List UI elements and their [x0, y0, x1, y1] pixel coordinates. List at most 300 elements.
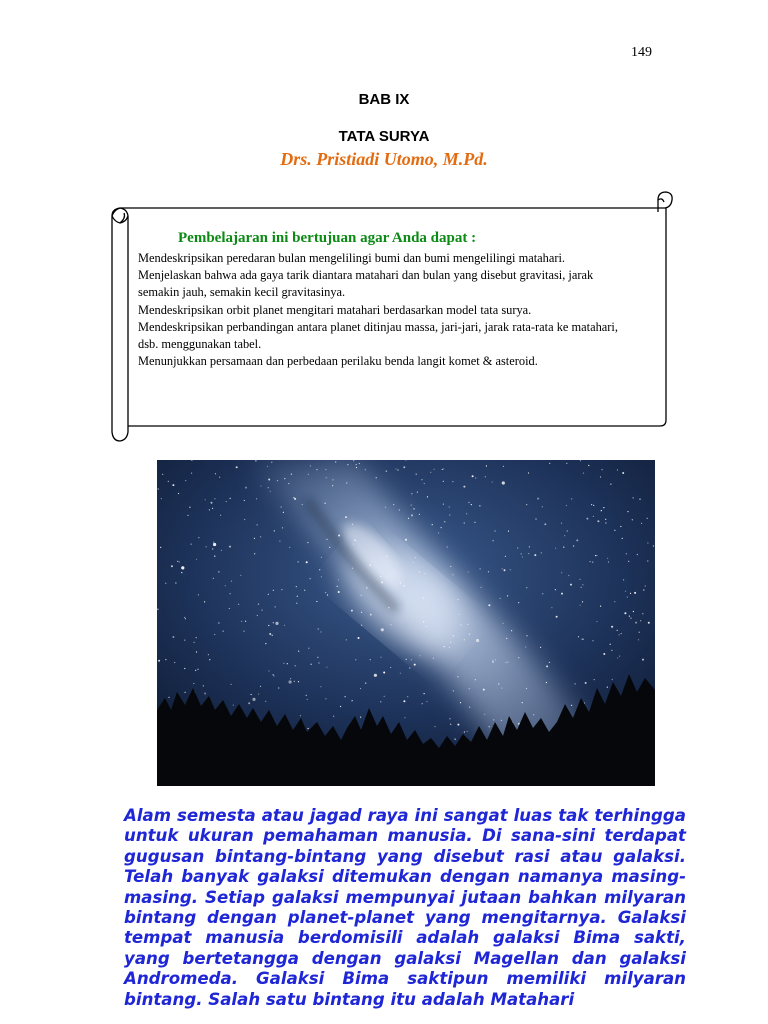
star	[600, 606, 601, 607]
star	[628, 561, 629, 562]
star	[358, 637, 360, 639]
star	[549, 662, 550, 663]
star	[430, 472, 431, 473]
star	[576, 539, 578, 541]
star	[449, 514, 450, 515]
star	[580, 605, 581, 606]
star	[318, 662, 319, 663]
star	[442, 469, 443, 470]
star	[333, 716, 334, 717]
star	[493, 719, 494, 720]
star	[416, 474, 417, 475]
star	[284, 478, 285, 479]
star	[434, 726, 435, 727]
page-number: 149	[631, 45, 652, 60]
star	[268, 625, 269, 626]
star	[327, 594, 328, 595]
star	[231, 581, 232, 582]
star	[629, 616, 630, 617]
star	[468, 571, 469, 572]
star	[411, 659, 412, 660]
star	[593, 505, 594, 506]
star	[181, 572, 182, 573]
star	[630, 618, 631, 619]
body-paragraph: Alam semesta atau jagad raya ini sangat luas tak terhingga untuk ukuran pemahaman manusia. Di sana-sini terdapat gugusan bintang-bintang yang disebut rasi atau galaksi. Telah banyak galaksi ditemukan dengan namanya masing-masing. Setiap galaksi mempunyai jutaan bahkan milyaran bintang dengan planet-planet yang mengitarnya. Galaksi tempat manusia berdomisili adalah galaksi Bima sakti, yang bertetangga dengan galaksi Magellan dan galaksi Andromeda. Galaksi Bima saktipun memiliki milyaran bintang. Salah satu bintang itu adalah Matahari	[124, 806, 686, 1009]
star	[492, 661, 494, 663]
star	[647, 518, 648, 519]
star	[354, 539, 356, 541]
star	[197, 669, 198, 670]
star	[433, 658, 434, 659]
star	[361, 625, 362, 626]
star	[642, 659, 644, 661]
star	[458, 614, 459, 615]
star	[501, 688, 502, 689]
star	[457, 676, 458, 677]
star	[580, 460, 581, 461]
star	[411, 493, 412, 494]
star	[444, 646, 445, 647]
star	[526, 688, 527, 689]
star	[450, 724, 451, 725]
star	[283, 663, 284, 664]
star	[265, 643, 266, 644]
star	[542, 506, 543, 507]
star	[506, 638, 507, 639]
star	[198, 594, 199, 595]
star	[582, 584, 583, 585]
star	[647, 542, 648, 543]
star	[608, 561, 609, 562]
star	[244, 519, 245, 520]
star	[495, 659, 496, 660]
star	[320, 631, 321, 632]
star	[460, 624, 461, 625]
star	[213, 542, 214, 543]
star	[165, 659, 166, 660]
star	[325, 592, 326, 593]
star	[211, 502, 213, 504]
star	[346, 639, 347, 640]
star	[288, 483, 289, 484]
star	[601, 510, 602, 511]
star	[340, 706, 341, 707]
star	[642, 613, 643, 614]
star	[407, 696, 408, 697]
star	[639, 632, 640, 633]
star	[633, 611, 634, 612]
star	[507, 662, 508, 663]
star	[304, 590, 305, 591]
star	[549, 463, 550, 464]
star	[492, 660, 493, 661]
objective-item-4: Mendeskripsikan perbandingan antara planet ditinjau massa, jari-jari, jarak rata-rata ke matahari, dsb. menggunakan tabel.	[138, 319, 618, 352]
star	[564, 535, 565, 536]
star	[511, 630, 512, 631]
star	[403, 466, 405, 468]
star	[563, 547, 564, 548]
star	[254, 553, 255, 554]
star	[245, 487, 247, 489]
star	[534, 554, 536, 556]
star	[542, 593, 543, 594]
star	[502, 568, 503, 569]
star	[220, 515, 221, 516]
star	[268, 487, 269, 488]
star	[414, 664, 416, 666]
star	[265, 701, 266, 702]
star	[611, 626, 613, 628]
star	[617, 657, 618, 658]
star	[540, 647, 541, 648]
star	[325, 503, 326, 504]
star	[505, 662, 506, 663]
star	[370, 614, 371, 615]
star	[449, 718, 450, 719]
objective-item-1: Mendeskripsikan peredaran bulan mengelilingi bumi dan bumi mengelilingi matahari.	[138, 251, 566, 265]
star	[233, 705, 234, 706]
star	[479, 505, 480, 506]
star	[316, 601, 317, 602]
star	[421, 479, 422, 480]
star	[537, 498, 539, 500]
star	[605, 519, 606, 520]
star	[212, 548, 213, 549]
star	[472, 475, 474, 477]
star	[209, 509, 210, 510]
star	[267, 466, 268, 467]
star	[384, 696, 385, 697]
star	[443, 504, 444, 505]
star	[485, 476, 486, 477]
star	[256, 498, 257, 499]
star	[468, 502, 469, 503]
star	[483, 689, 485, 691]
star	[294, 498, 296, 500]
star	[591, 504, 592, 505]
star	[444, 521, 445, 522]
star	[521, 553, 522, 554]
star	[575, 683, 576, 684]
star	[469, 688, 470, 689]
star	[504, 569, 506, 571]
star	[213, 578, 214, 579]
star	[455, 739, 456, 740]
star	[307, 699, 308, 700]
star	[544, 523, 546, 525]
star	[526, 635, 527, 636]
star	[185, 480, 186, 481]
chapter-title: TATA SURYA	[338, 128, 430, 145]
star	[620, 526, 621, 527]
star	[614, 530, 615, 531]
star	[194, 642, 195, 643]
star	[607, 687, 608, 688]
star	[273, 590, 274, 591]
star	[185, 692, 186, 693]
star	[585, 682, 586, 683]
star	[452, 481, 453, 482]
star	[296, 603, 297, 604]
star	[326, 539, 327, 540]
star	[282, 527, 283, 528]
star	[406, 659, 407, 660]
star	[208, 654, 209, 655]
star	[231, 684, 232, 685]
star	[307, 542, 308, 543]
star	[290, 678, 291, 679]
star	[278, 687, 279, 688]
star	[556, 616, 558, 618]
star	[596, 621, 597, 622]
star	[306, 561, 308, 563]
star	[326, 477, 327, 478]
star	[427, 496, 428, 497]
star	[196, 637, 197, 638]
star	[281, 589, 282, 590]
star	[592, 562, 593, 563]
star	[369, 564, 371, 566]
star	[329, 547, 330, 548]
star	[214, 498, 215, 499]
star	[630, 593, 631, 594]
star	[306, 695, 307, 696]
star	[248, 702, 250, 704]
star	[289, 547, 290, 548]
star	[424, 483, 425, 484]
star	[590, 561, 591, 562]
star	[450, 642, 451, 643]
star	[586, 518, 588, 520]
star	[400, 582, 401, 583]
star	[270, 491, 271, 492]
star	[452, 574, 453, 575]
objectives-heading: Pembelajaran ini bertujuan agar Anda dapat :	[178, 230, 477, 246]
star	[338, 535, 340, 537]
star	[289, 680, 292, 683]
star	[404, 717, 405, 718]
star	[296, 586, 297, 587]
star	[489, 726, 490, 727]
star	[612, 679, 613, 680]
star	[381, 581, 383, 583]
star	[415, 557, 416, 558]
star	[260, 686, 261, 687]
star	[310, 578, 311, 579]
star	[518, 657, 519, 658]
star	[447, 546, 448, 547]
star	[284, 625, 285, 626]
star	[236, 466, 238, 468]
star	[251, 694, 252, 695]
star	[617, 630, 618, 631]
star	[432, 524, 433, 525]
star	[622, 472, 624, 474]
star	[356, 464, 357, 465]
star	[275, 622, 278, 625]
star	[230, 498, 231, 499]
star	[464, 731, 465, 732]
star	[634, 592, 636, 594]
star	[184, 640, 185, 641]
star	[639, 499, 640, 500]
star	[168, 697, 169, 698]
star	[283, 512, 284, 513]
star	[597, 520, 599, 522]
star	[476, 639, 479, 642]
star	[308, 648, 309, 649]
star	[647, 560, 648, 561]
star	[365, 683, 366, 684]
objective-item-3: Mendeskripsikan orbit planet mengitari matahari berdasarkan model tata surya.	[138, 302, 532, 317]
star	[338, 591, 340, 593]
star	[640, 620, 641, 621]
star	[624, 612, 626, 614]
star	[365, 469, 366, 470]
star	[498, 683, 499, 684]
star	[413, 562, 414, 563]
star	[171, 565, 173, 567]
star	[411, 505, 412, 506]
star	[287, 663, 288, 664]
objectives-list	[138, 250, 628, 370]
star	[308, 474, 309, 475]
star	[645, 585, 646, 586]
star	[238, 604, 239, 605]
star	[254, 538, 255, 539]
star	[449, 647, 450, 648]
star	[475, 477, 476, 478]
star	[294, 681, 295, 682]
star	[374, 674, 377, 677]
star	[450, 566, 451, 567]
star	[320, 686, 321, 687]
star	[425, 573, 426, 574]
star	[610, 644, 611, 645]
star	[627, 511, 628, 512]
star	[593, 516, 594, 517]
star	[273, 674, 274, 675]
star	[600, 476, 601, 477]
chapter-label: BAB IX	[358, 91, 410, 108]
star	[205, 499, 206, 500]
star	[172, 484, 174, 486]
star	[376, 477, 377, 478]
star	[158, 660, 160, 662]
star	[566, 463, 567, 464]
star	[255, 460, 256, 461]
star	[221, 550, 222, 551]
star	[229, 546, 231, 548]
star	[279, 541, 280, 542]
star	[653, 545, 654, 546]
star	[408, 518, 409, 519]
star	[648, 622, 650, 624]
star	[588, 465, 589, 466]
star	[623, 579, 624, 580]
star	[610, 484, 611, 485]
star	[213, 543, 216, 546]
star	[273, 675, 274, 676]
star	[619, 656, 620, 657]
star	[488, 604, 490, 606]
star	[258, 604, 259, 605]
star	[579, 579, 580, 580]
star	[475, 679, 476, 680]
star	[319, 569, 320, 570]
star	[423, 598, 424, 599]
star	[508, 531, 509, 532]
star	[298, 681, 299, 682]
star	[443, 468, 444, 469]
star	[441, 527, 442, 528]
star	[184, 668, 185, 669]
star	[525, 646, 526, 647]
star	[272, 635, 273, 636]
star	[321, 557, 322, 558]
star	[528, 472, 529, 473]
star	[353, 460, 354, 461]
star	[464, 522, 465, 523]
star	[583, 639, 584, 640]
star	[393, 504, 394, 505]
star	[529, 546, 530, 547]
star	[161, 498, 162, 499]
star	[268, 594, 269, 595]
star	[467, 624, 468, 625]
star	[260, 536, 261, 537]
star	[546, 665, 548, 667]
star	[332, 479, 333, 480]
star	[258, 694, 259, 695]
star	[271, 462, 272, 463]
star	[268, 479, 270, 481]
star	[551, 607, 552, 608]
star	[298, 561, 299, 562]
star	[403, 700, 405, 702]
star	[395, 468, 396, 469]
star	[411, 514, 413, 516]
star	[419, 514, 420, 515]
star	[474, 522, 475, 523]
star	[338, 579, 339, 580]
star	[351, 610, 353, 612]
star	[578, 636, 579, 637]
star	[370, 659, 371, 660]
star	[611, 650, 612, 651]
star	[621, 633, 622, 634]
star	[356, 467, 357, 468]
star	[230, 593, 231, 594]
star	[641, 523, 642, 524]
star	[517, 547, 518, 548]
star	[595, 555, 596, 556]
objective-item-2: Menjelaskan bahwa ada gaya tarik diantara matahari dan bulan yang disebut gravitasi, jarak semakin jauh, semakin kecil gravitasinya.	[138, 268, 594, 300]
star	[260, 485, 261, 486]
star	[226, 501, 227, 502]
star	[214, 634, 215, 635]
star	[518, 602, 519, 603]
star	[181, 566, 184, 569]
star	[467, 731, 468, 732]
star	[528, 553, 529, 554]
star	[215, 473, 216, 474]
star	[277, 480, 278, 481]
star	[347, 464, 348, 465]
star	[638, 639, 639, 640]
star	[607, 558, 608, 559]
star	[422, 703, 423, 704]
